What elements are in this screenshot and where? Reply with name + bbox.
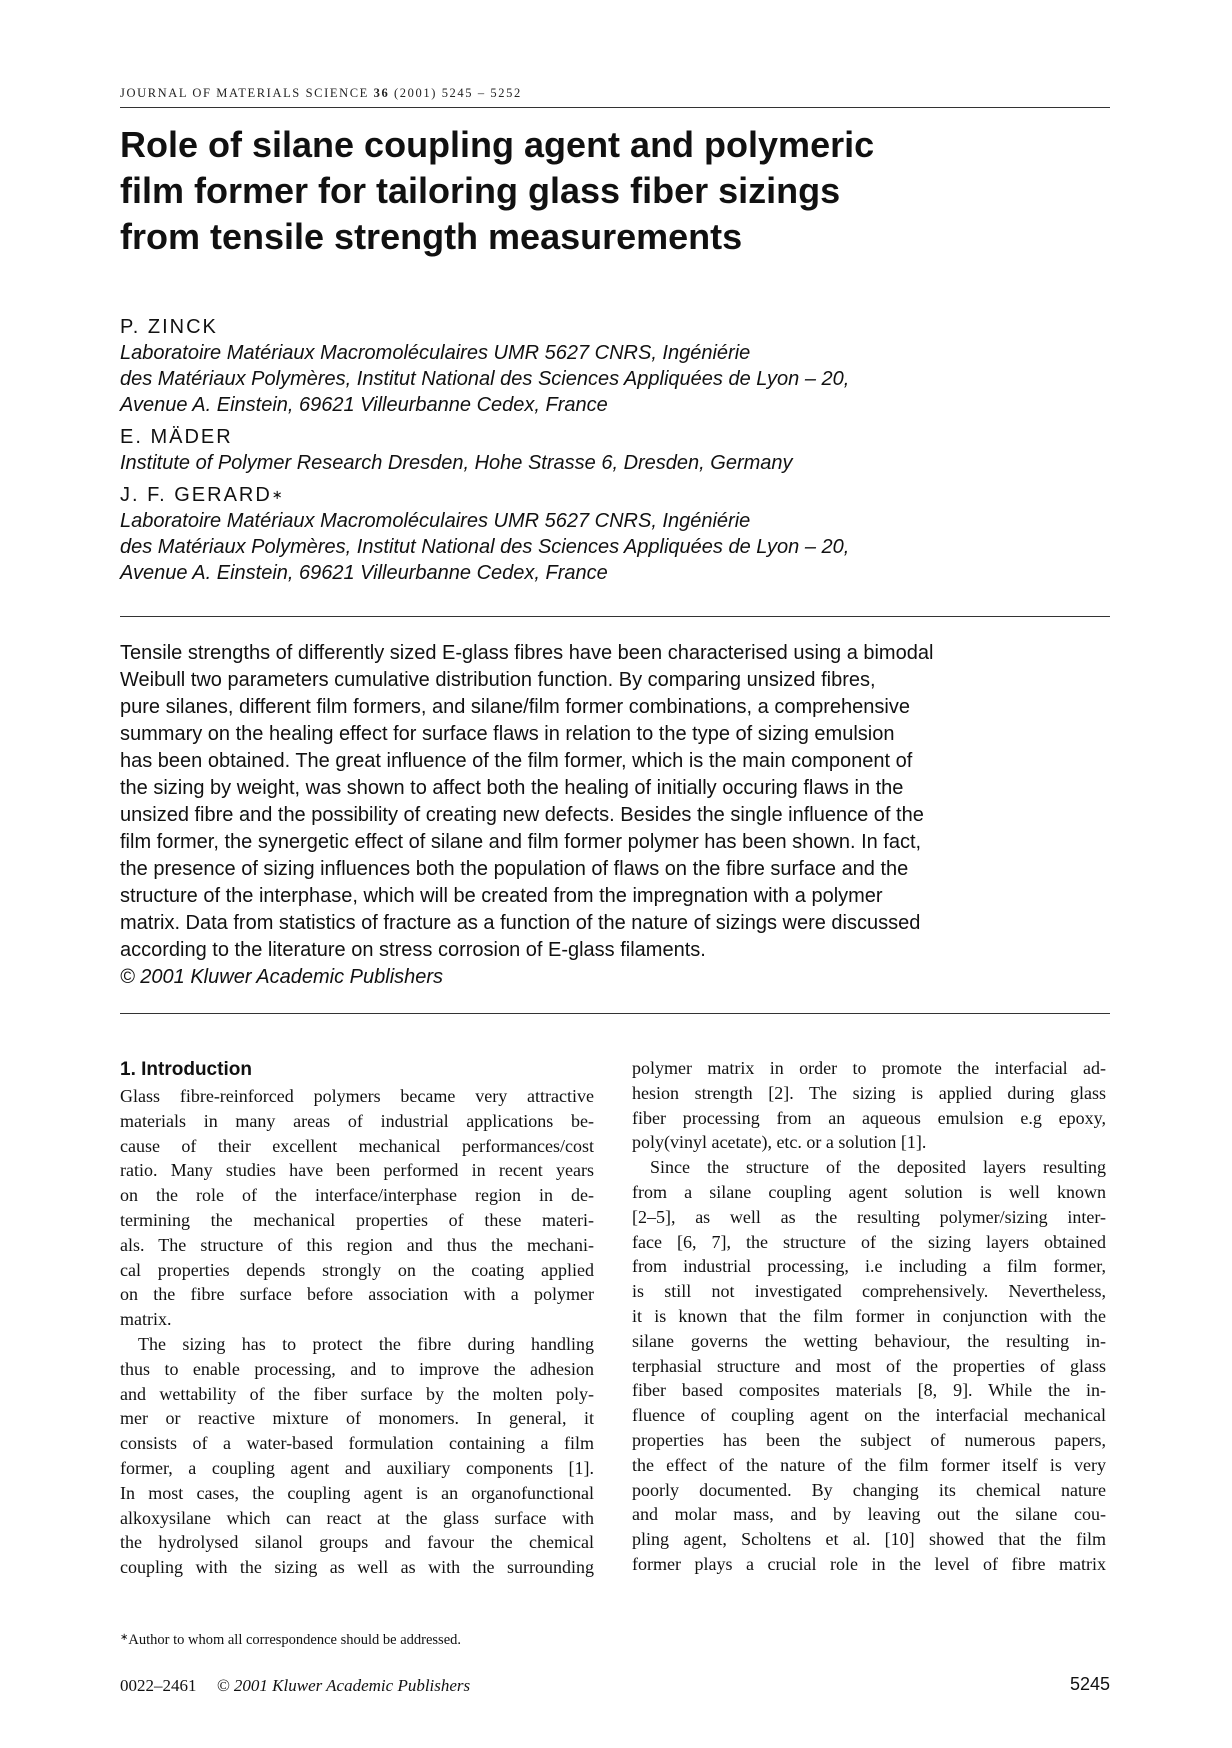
footnote-marker: ∗ [120,1632,129,1643]
abstract-line: has been obtained. The great influence of the film former, which is the main component of [120,750,913,772]
paragraph [632,1155,1106,1577]
text-line: and wettability of the fiber surface by the molten poly- [120,1383,594,1404]
section-heading: 1. Introduction [120,1059,252,1080]
author-block [120,314,1110,418]
journal-year-pages: (2001) 5245 – 5252 [394,86,522,100]
abstract-top-rule [120,616,1110,617]
left-column [120,1058,594,1580]
abstract-line: Tensile strengths of differently sized E-glass fibres have been characterised using a bimodal [120,642,934,664]
affiliation-line: des Matériaux Polymères, Institut National des Sciences Appliquées de Lyon – 20, [120,368,850,390]
abstract-line: structure of the interphase, which will be created from the impregnation with a polymer [120,885,883,907]
abstract-line: pure silanes, different film formers, and silane/film former combinations, a comprehensive [120,696,910,718]
corresponding-author-marker: ∗ [271,487,283,502]
text-line: materials in many areas of industrial applications be- [120,1110,594,1131]
abstract-line: summary on the healing effect for surface flaws in relation to the type of sizing emulsion [120,723,895,745]
text-line: poorly documented. By changing its chemical nature [632,1479,1106,1500]
abstract-copyright: © 2001 Kluwer Academic Publishers [120,966,444,988]
text-line: properties has been the subject of numerous papers, [632,1429,1106,1450]
text-line: and molar mass, and by leaving out the silane cou- [632,1504,1106,1525]
text-line: from a silane coupling agent solution is well known [632,1181,1106,1202]
text-line: former, a coupling agent and auxiliary components [1]. [120,1457,594,1478]
journal-volume: 36 [373,86,390,100]
text-line: polymer matrix in order to promote the interfacial ad- [632,1058,1106,1078]
text-line: termining the mechanical properties of these materi- [120,1209,594,1230]
text-line: face [6, 7], the structure of the sizing layers obtained [632,1231,1106,1252]
text-line: consists of a water-based formulation containing a film [120,1433,594,1454]
author-affiliation [120,450,1110,476]
right-column [632,1056,1106,1577]
abstract [120,640,1110,991]
text-line: thus to enable processing, and to improve the adhesion [120,1358,594,1379]
text-line: the hydrolysed silanol groups and favour the chemical [120,1532,594,1553]
abstract-line: the presence of sizing influences both the population of flaws on the fibre surface and the [120,858,909,880]
text-line: poly(vinyl acetate), etc. or a solution [1]. [632,1132,927,1153]
footnote [120,1632,720,1649]
text-line: alkoxysilane which can react at the glass surface with [120,1507,594,1528]
abstract-line: matrix. Data from statistics of fracture as a function of the nature of sizings were discussed [120,912,921,934]
text-line: Glass fibre-reinforced polymers became very attractive [120,1086,594,1106]
abstract-line: Weibull two parameters cumulative distribution function. By comparing unsized fibres, [120,669,876,691]
text-line: als. The structure of this region and thus the mechani- [120,1234,594,1255]
abstract-line: film former, the synergetic effect of silane and film former polymer has been shown. In fact, [120,831,922,853]
abstract-line: the sizing by weight, was shown to affect both the healing of initially occuring flaws in the [120,777,904,799]
issn: 0022–2461 [120,1676,197,1695]
text-line: [2–5], as well as the resulting polymer/sizing inter- [632,1206,1106,1227]
text-line: hesion strength [2]. The sizing is applied during glass [632,1082,1106,1103]
author-list [120,314,1110,586]
page-footer [120,1676,470,1696]
author-name: J. F. GERARD∗ [120,484,283,506]
journal-name: JOURNAL OF MATERIALS SCIENCE [120,86,369,100]
text-line: cal properties depends strongly on the coating applied [120,1259,594,1280]
author-name: E. MÄDER [120,426,233,448]
paragraph [120,1332,594,1580]
title-line: film former for tailoring glass fiber sizings [120,170,841,211]
title-line: Role of silane coupling agent and polymeric [120,124,875,165]
text-line: fiber processing from an aqueous emulsion e.g epoxy, [632,1107,1106,1128]
text-line: on the fibre surface before association with a polymer [120,1284,594,1305]
text-line: In most cases, the coupling agent is an organofunctional [120,1482,594,1503]
affiliation-line: Laboratoire Matériaux Macromoléculaires UMR 5627 CNRS, Ingéniérie [120,510,751,532]
author-affiliation [120,508,1110,586]
affiliation-line: Institute of Polymer Research Dresden, Hohe Strasse 6, Dresden, Germany [120,452,793,474]
text-line: matrix. [120,1309,172,1330]
page-number: 5245 [1069,1674,1110,1694]
text-line: fiber based composites materials [8, 9]. While the in- [632,1380,1106,1401]
title-line: from tensile strength measurements [120,216,743,257]
author-block [120,424,1110,476]
text-line: from industrial processing, i.e including a film former, [632,1256,1106,1277]
header-rule [120,107,1110,108]
affiliation-line: Laboratoire Matériaux Macromoléculaires UMR 5627 CNRS, Ingéniérie [120,342,751,364]
paper-title [120,122,1080,260]
affiliation-line: Avenue A. Einstein, 69621 Villeurbanne Cedex, France [120,394,608,416]
text-line: on the role of the interface/interphase region in de- [120,1185,594,1206]
author-block [120,482,1110,586]
journal-header [120,86,1110,101]
text-line: fluence of coupling agent on the interfacial mechanical [632,1405,1106,1426]
footnote-text: Author to whom all correspondence should be addressed. [128,1632,461,1648]
text-line: pling agent, Scholtens et al. [10] showed that the film [632,1529,1106,1550]
text-line: cause of their excellent mechanical performances/cost [120,1135,594,1156]
affiliation-line: des Matériaux Polymères, Institut National des Sciences Appliquées de Lyon – 20, [120,536,850,558]
text-line: terphasial structure and most of the properties of glass [632,1355,1106,1376]
abstract-line: unsized fibre and the possibility of creating new defects. Besides the single influence of the [120,804,924,826]
author-affiliation [120,340,1110,418]
text-line: Since the structure of the deposited layers resulting [650,1157,1106,1178]
footer-publisher: © 2001 Kluwer Academic Publishers [216,1676,471,1695]
abstract-bottom-rule [120,1013,1110,1014]
text-line: the effect of the nature of the film former itself is very [632,1454,1106,1475]
text-line: mer or reactive mixture of monomers. In general, it [120,1408,594,1429]
paragraph [632,1056,1106,1155]
text-line: coupling with the sizing as well as with the surrounding [120,1557,594,1578]
abstract-line: according to the literature on stress corrosion of E-glass filaments. [120,939,706,961]
text-line: ratio. Many studies have been performed in recent years [120,1160,594,1181]
paragraph [120,1084,594,1332]
text-line: former plays a crucial role in the level of fibre matrix [632,1553,1106,1574]
text-line: it is known that the film former in conjunction with the [632,1305,1106,1326]
text-line: is still not investigated comprehensively. Nevertheless, [632,1281,1106,1302]
text-line: The sizing has to protect the fibre during handling [138,1333,594,1354]
text-line: silane governs the wetting behaviour, the resulting in- [632,1330,1106,1351]
affiliation-line: Avenue A. Einstein, 69621 Villeurbanne Cedex, France [120,562,608,584]
author-name: P. ZINCK [120,316,218,338]
